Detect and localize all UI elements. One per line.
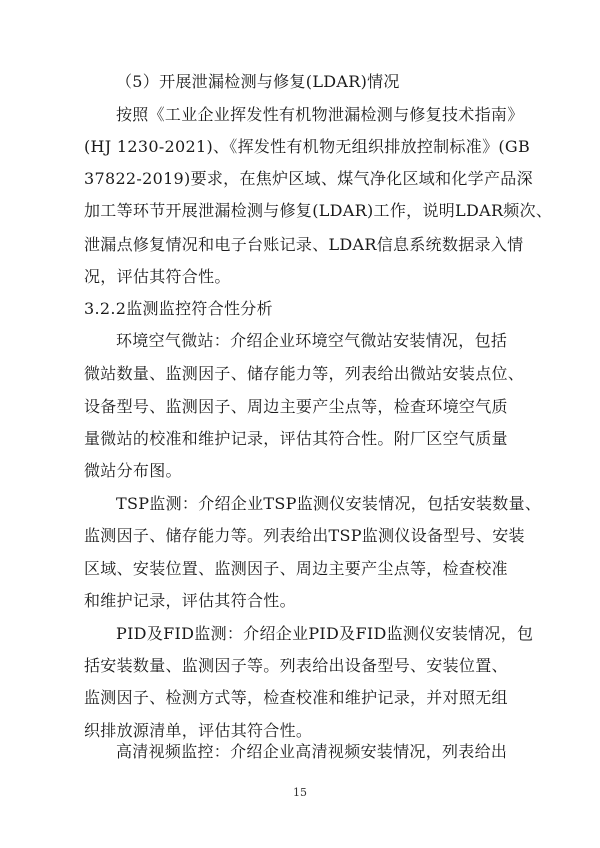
item-5-heading: （5）开展泄漏检测与修复(LDAR)情况 xyxy=(116,72,400,91)
paragraph-line: 区域、安装位置、监测因子、周边主要产尘点等，检查校准 xyxy=(84,559,508,578)
paragraph-line: 高清视频监控：介绍企业高清视频安装情况，列表给出 xyxy=(116,742,508,761)
paragraph-line: 微站数量、监测因子、储存能力等，列表给出微站安装点位、 xyxy=(84,364,525,383)
paragraph-line: 加工等环节开展泄漏检测与修复(LDAR)工作，说明LDAR频次、 xyxy=(84,201,553,220)
paragraph-line: TSP监测：介绍企业TSP监测仪安装情况，包括安装数量、 xyxy=(116,494,542,513)
paragraph-line: 设备型号、监测因子、周边主要产尘点等，检查环境空气质 xyxy=(84,397,508,416)
paragraph-line: 和维护记录，评估其符合性。 xyxy=(84,591,296,610)
paragraph-line: 况，评估其符合性。 xyxy=(84,267,231,286)
paragraph-line: 括安装数量、监测因子等。列表给出设备型号、安装位置、 xyxy=(84,656,508,675)
page-number: 15 xyxy=(293,786,307,799)
section-heading: 3.2.2监测监控符合性分析 xyxy=(84,299,273,318)
paragraph-line: 监测因子、检测方式等，检查校准和维护记录，并对照无组 xyxy=(84,688,508,707)
paragraph-line: (HJ 1230-2021)、《挥发性有机物无组织排放控制标准》(GB xyxy=(84,137,531,156)
paragraph-line: 微站分布图。 xyxy=(84,461,182,480)
paragraph-line: 37822-2019)要求，在焦炉区域、煤气净化区域和化学产品深 xyxy=(84,169,533,188)
paragraph-line: 织排放源清单，评估其符合性。 xyxy=(84,721,313,740)
paragraph-line: 按照《工业企业挥发性有机物泄漏检测与修复技术指南》 xyxy=(116,105,524,124)
paragraph-line: 泄漏点修复情况和电子台账记录、LDAR信息系统数据录入情 xyxy=(84,235,524,254)
paragraph-line: PID及FID监测：介绍企业PID及FID监测仪安装情况，包 xyxy=(116,624,534,643)
paragraph-line: 环境空气微站：介绍企业环境空气微站安装情况，包括 xyxy=(116,331,508,350)
paragraph-line: 量微站的校准和维护记录，评估其符合性。附厂区空气质量 xyxy=(84,429,508,448)
paragraph-line: 监测因子、储存能力等。列表给出TSP监测仪设备型号、安装 xyxy=(84,526,525,545)
